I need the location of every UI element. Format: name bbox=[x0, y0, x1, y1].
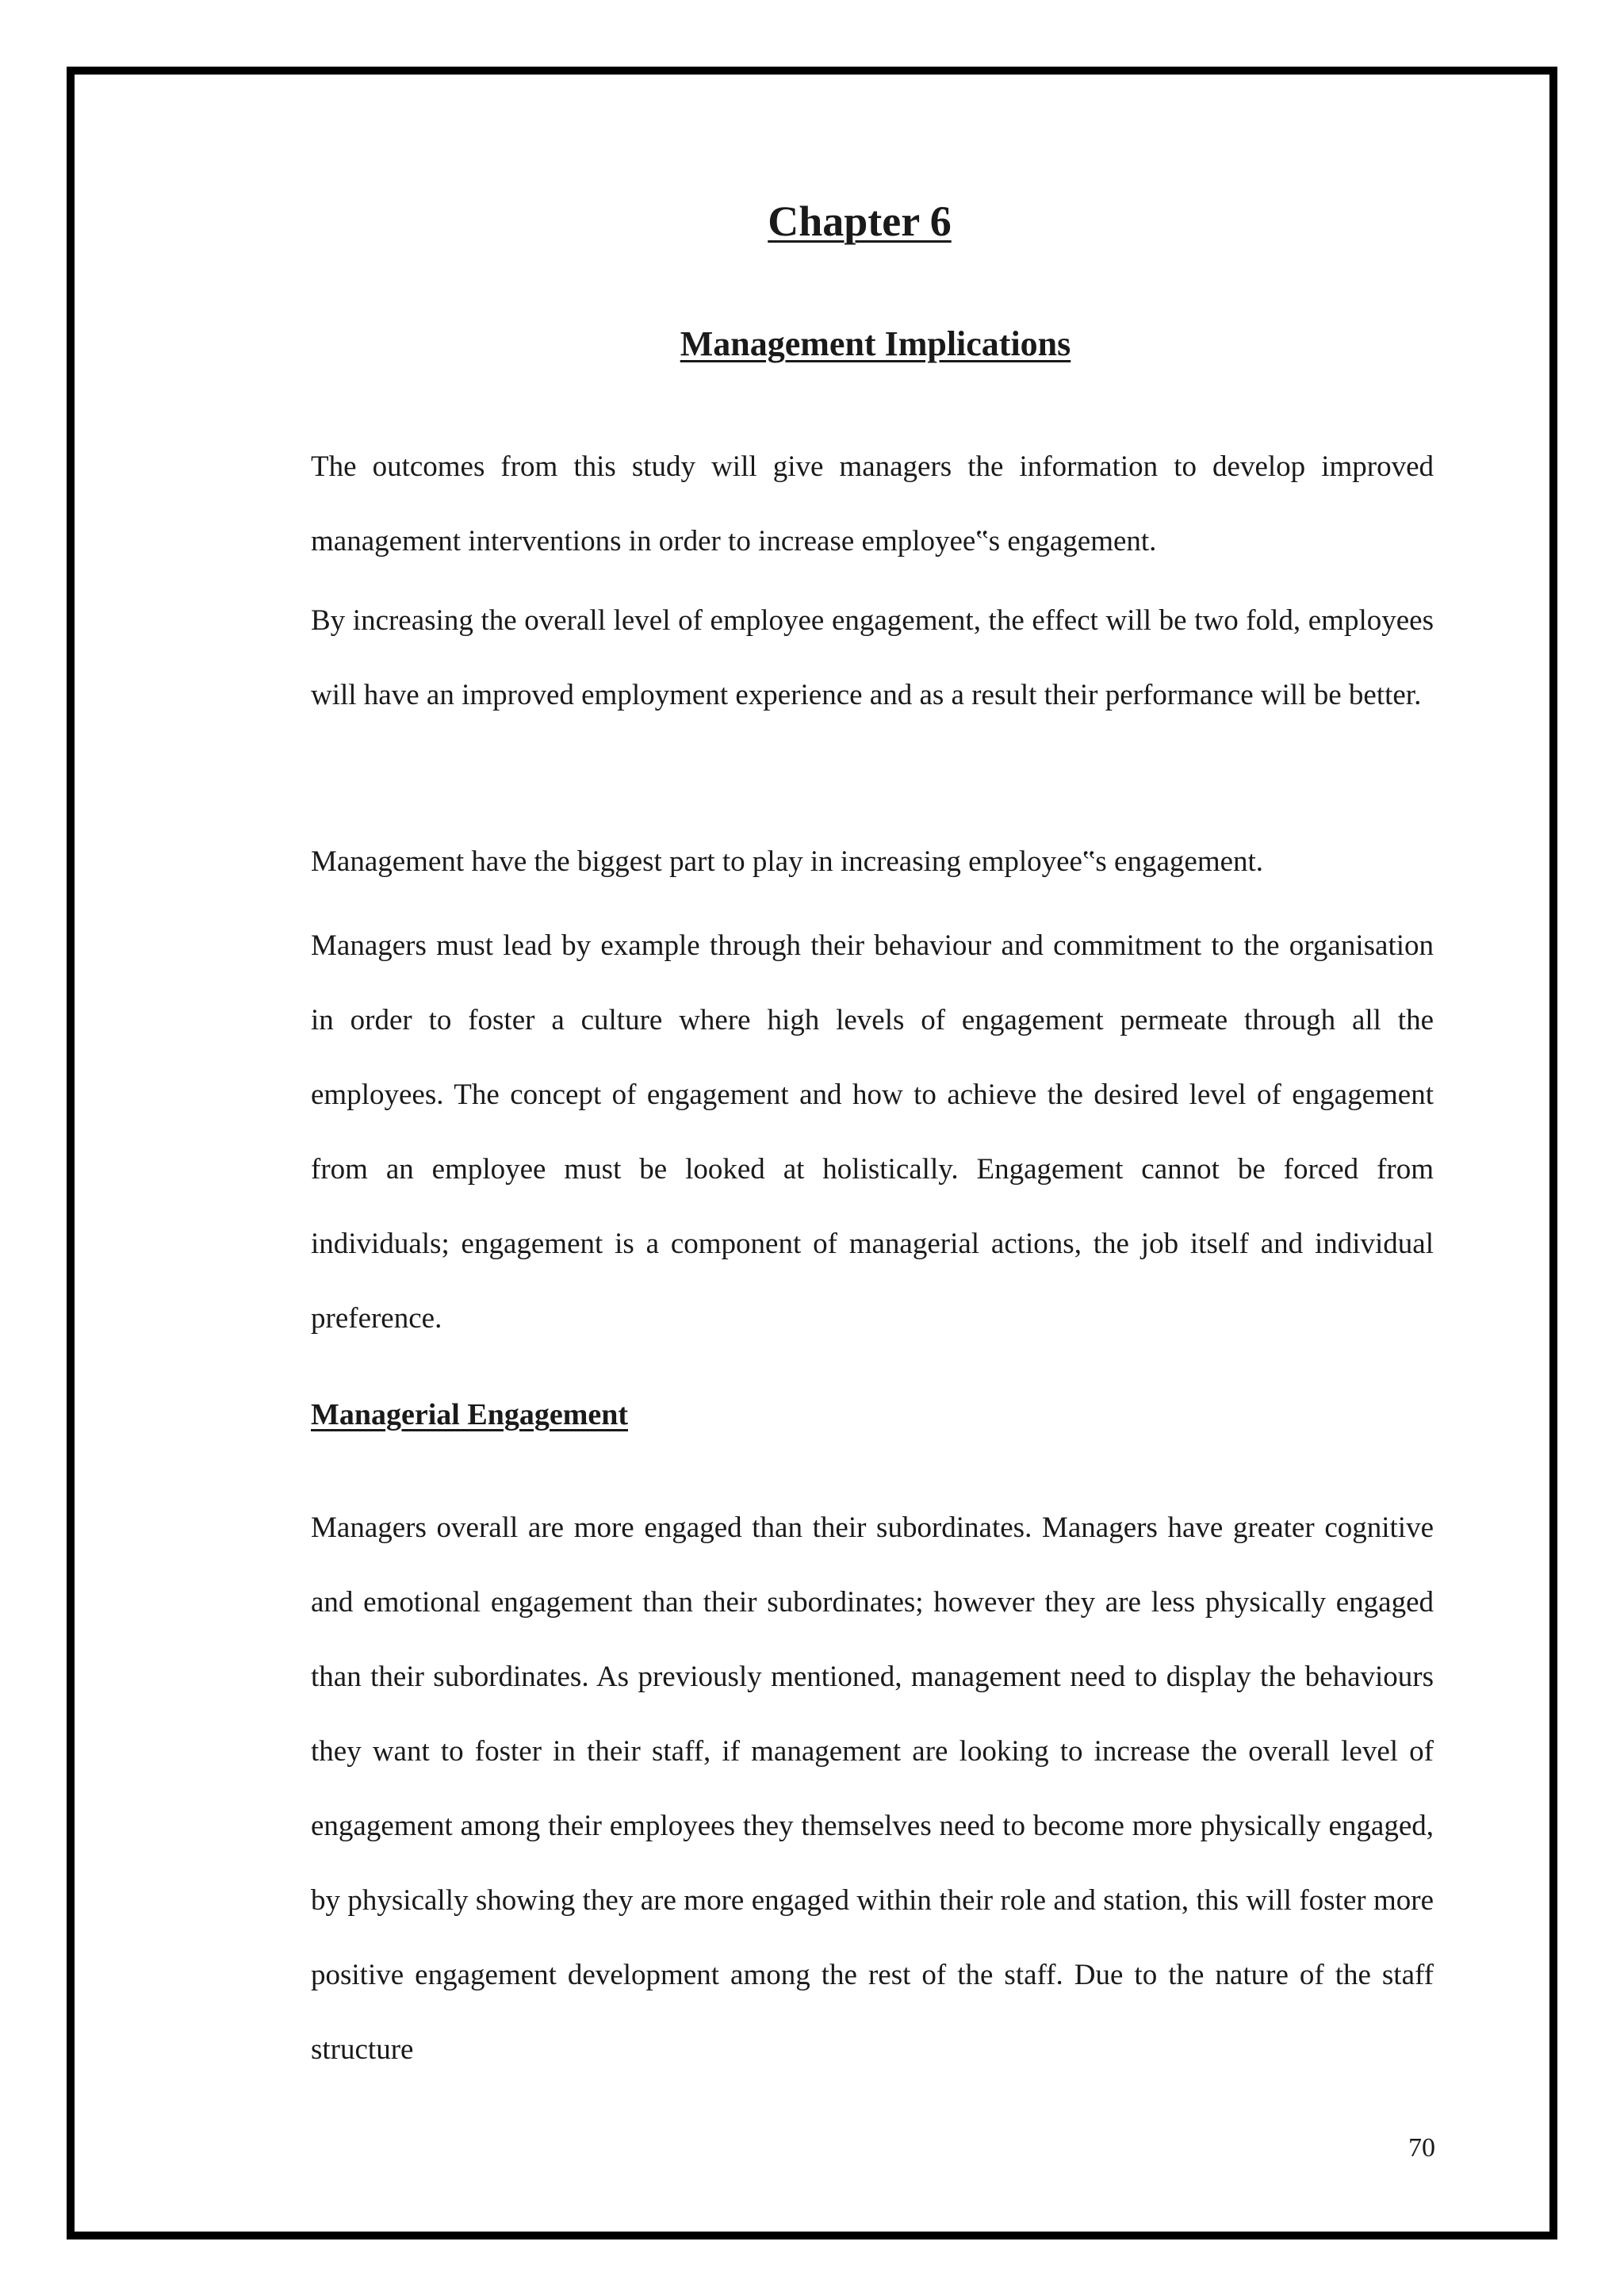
subheading-managerial-engagement: Managerial Engagement bbox=[311, 1398, 629, 1431]
paragraph-management-role: Management have the biggest part to play in increasing employee‟s engagement. bbox=[311, 845, 1264, 878]
page-number: 70 bbox=[1408, 2133, 1435, 2163]
chapter-title: Chapter 6 bbox=[768, 197, 952, 245]
paragraph-outcomes: The outcomes from this study will give managers the information to develop improved management interventions in order to increase employee‟s engagement. bbox=[311, 450, 1434, 557]
paragraph-managerial-engagement: Managers overall are more engaged than their subordinates. Managers have greater cognitive and emotional engagement than their subordinates; however they are less physically engaged than their subordinates. As previously mentioned, management need to display the behaviours they want to foster in their staff, if management are looking to increase the overall level of engagement among their employees they themselves need to become more physically engaged, by physically showing they are more engaged within their role and station, this will foster more positive engagement development among the rest of the staff. Due to the nature of the staff structure bbox=[311, 1511, 1434, 2066]
paragraph-lead-by-example: Managers must lead by example through their behaviour and commitment to the organisation in order to foster a culture where high levels of engagement permeate through all the employees. The concept of engagement and how to achieve the desired level of engagement from an employee must be looked at holistically. Engagement cannot be forced from individuals; engagement is a component of managerial actions, the job itself and individual preference. bbox=[311, 929, 1434, 1335]
section-title: Management Implications bbox=[680, 324, 1071, 363]
paragraph-increasing-engagement: By increasing the overall level of employee engagement, the effect will be two fold, employees will have an improved employment experience and as a result their performance will be better. bbox=[311, 604, 1434, 711]
